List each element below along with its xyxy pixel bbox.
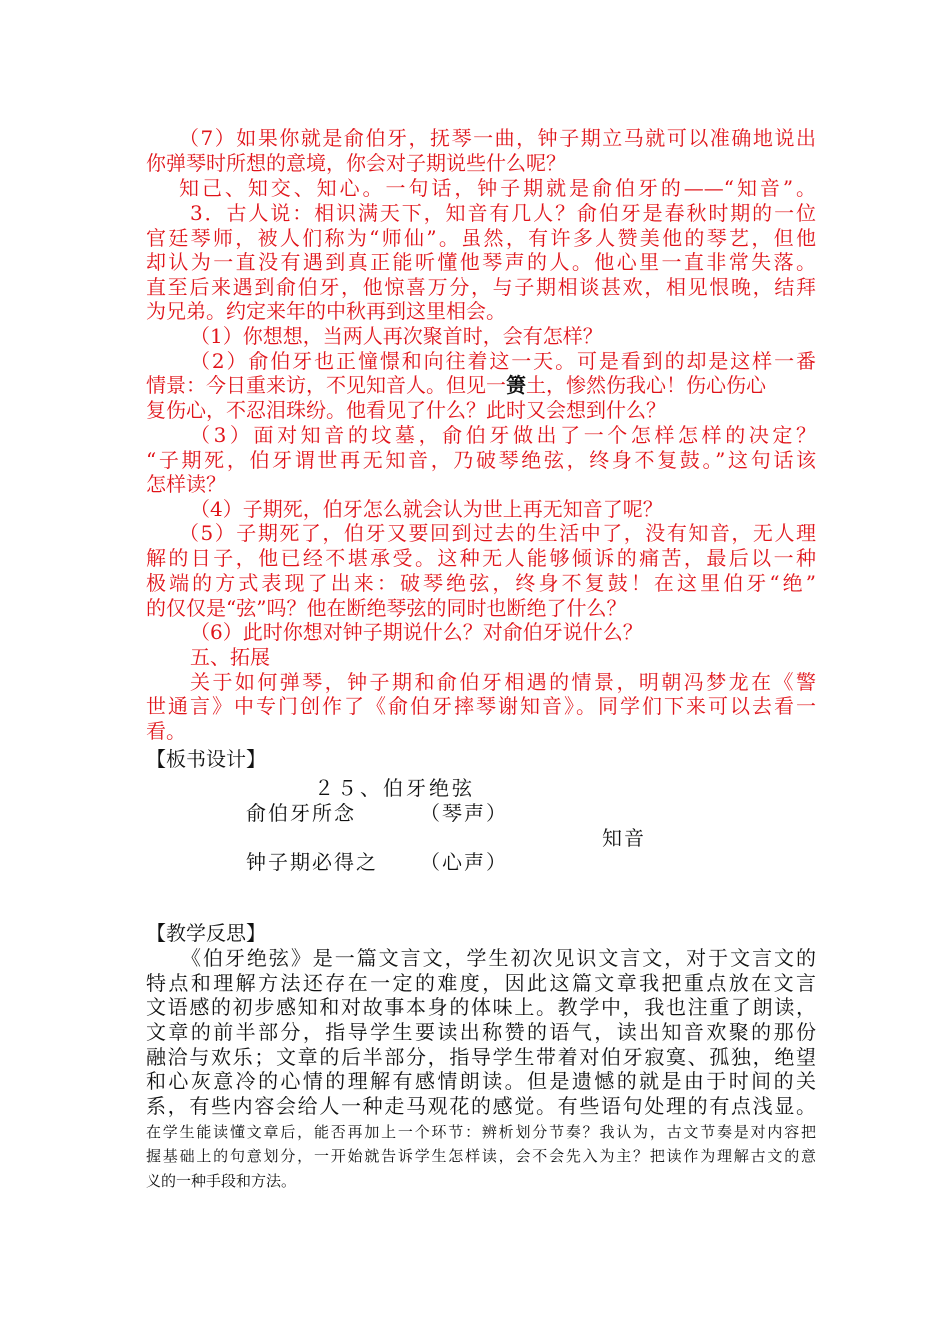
board-right: 知音 [602,826,646,850]
extension-line-3: 看。 [146,719,186,743]
reflection-line-3: 文语感的初步感知和对故事本身的体味上。教学中，我也注重了朗读， [146,995,816,1019]
reflection-line-7: 系，有些内容会给人一种走马观花的感觉。有些语句处理的有点浅显。 [146,1094,816,1118]
reflection-small-line-3: 义的一种手段和方法。 [146,1172,297,1190]
question-7-line-2: 你弹琴时所想的意境，你会对子期说些什么呢？ [146,151,566,175]
sub-question-5-line-3: 极端的方式表现了出来：破琴绝弦，终身不复鼓！在这里伯牙“绝” [146,571,816,595]
reflection-small-line-1: 在学生能读懂文章后，能否再加上一个环节：辨析划分节奏？我认为，古文节奏是对内容把 [146,1123,816,1141]
paragraph-3-line-3: 却认为一直没有遇到真正能听懂他琴声的人。他心里一直非常失落。 [146,250,816,274]
reflection-heading: 【教学反思】 [146,921,266,945]
sub-question-4: （4）子期死，伯牙怎么就会认为世上再无知音了呢？ [190,497,663,521]
paragraph-3-line-5: 为兄弟。约定来年的中秋再到这里相会。 [146,299,506,323]
sub-question-5-line-1: （5）子期死了，伯牙又要回到过去的生活中了，没有知音，无人理 [179,521,816,545]
sub-question-2-line-2 [146,373,826,398]
board-title: ２５、伯牙绝弦 [314,776,475,800]
zhiyin-line: 知己、知交、知心。一句话，钟子期就是俞伯牙的——“知音”。 [179,176,816,200]
paragraph-3-line-2: 官廷琴师，被人们称为“师仙”。虽然，有许多人赞美他的琴艺，但他 [146,226,816,250]
special-character: 箦 [506,373,526,397]
extension-line-1: 关于如何弹琴，钟子期和俞伯牙相遇的情景，明朝冯梦龙在《警 [190,670,816,694]
sub-question-3-line-2: “子期死，伯牙谓世再无知音，乃破琴绝弦，终身不复鼓。”这句话该 [146,448,816,472]
paragraph-3-line-1: 3．古人说：相识满天下，知音有几人？俞伯牙是春秋时期的一位 [190,201,816,225]
question-7-line-1: （7）如果你就是俞伯牙，抚琴一曲，钟子期立马就可以准确地说出 [179,126,816,150]
board-left-bottom: 钟子期必得之 [246,850,378,874]
extension-heading: 五、拓展 [190,645,270,669]
reflection-line-6: 和心灰意冷的心情的理解有感情朗读。但是遗憾的就是由于时间的关 [146,1069,816,1093]
reflection-line-5: 融洽与欢乐；文章的后半部分，指导学生带着对伯牙寂寞、孤独，绝望 [146,1045,816,1069]
extension-line-2: 世通言》中专门创作了《俞伯牙摔琴谢知音》。同学们下来可以去看一 [146,694,816,718]
sub-question-3-line-1: （3）面对知音的坟墓，俞伯牙做出了一个怎样怎样的决定？ [190,423,816,447]
board-left-top: 俞伯牙所念 [246,801,356,825]
reflection-line-1: 《伯牙绝弦》是一篇文言文，学生初次见识文言文，对于文言文的 [181,946,816,970]
sub-question-1: （1）你想想，当两人再次聚首时，会有怎样？ [190,324,603,348]
paragraph-3-line-4: 直至后来遇到俞伯牙，他惊喜万分，与子期相谈甚欢，相见恨晚，结拜 [146,275,816,299]
sub-question-5-line-4: 的仅仅是“弦”吗？他在断绝琴弦的同时也断绝了什么？ [146,596,627,620]
board-heading: 【板书设计】 [146,747,266,771]
board-left-top-paren: （琴声） [420,801,508,825]
sub-question-5-line-2: 解的日子，他已经不堪承受。这种无人能够倾诉的痛苦，最后以一种 [146,546,816,570]
sub-question-2-line-3: 复伤心，不忍泪珠纷。他看见了什么？此时又会想到什么？ [146,398,666,422]
board-left-bottom-paren: （心声） [420,850,508,874]
reflection-line-2: 特点和理解方法还存在一定的难度，因此这篇文章我把重点放在文言 [146,971,816,995]
reflection-line-4: 文章的前半部分，指导学生要读出称赞的语气，读出知音欢聚的那份 [146,1020,816,1044]
sub-question-2-line-2-start: 情景：今日重来访，不见知音人。但见一 [146,373,506,397]
reflection-small-line-2: 握基础上的句意划分，一开始就告诉学生怎样读，会不会先入为主？把读作为理解古文的意 [146,1147,816,1165]
sub-question-2-line-1: （2）俞伯牙也正憧憬和向往着这一天。可是看到的却是这样一番 [190,349,816,373]
sub-question-6: （6）此时你想对钟子期说什么？对俞伯牙说什么？ [190,620,643,644]
sub-question-2-line-2-rest: 土，惨然伤我心！伤心伤心 [526,373,766,397]
sub-question-3-line-3: 怎样读？ [146,472,226,496]
